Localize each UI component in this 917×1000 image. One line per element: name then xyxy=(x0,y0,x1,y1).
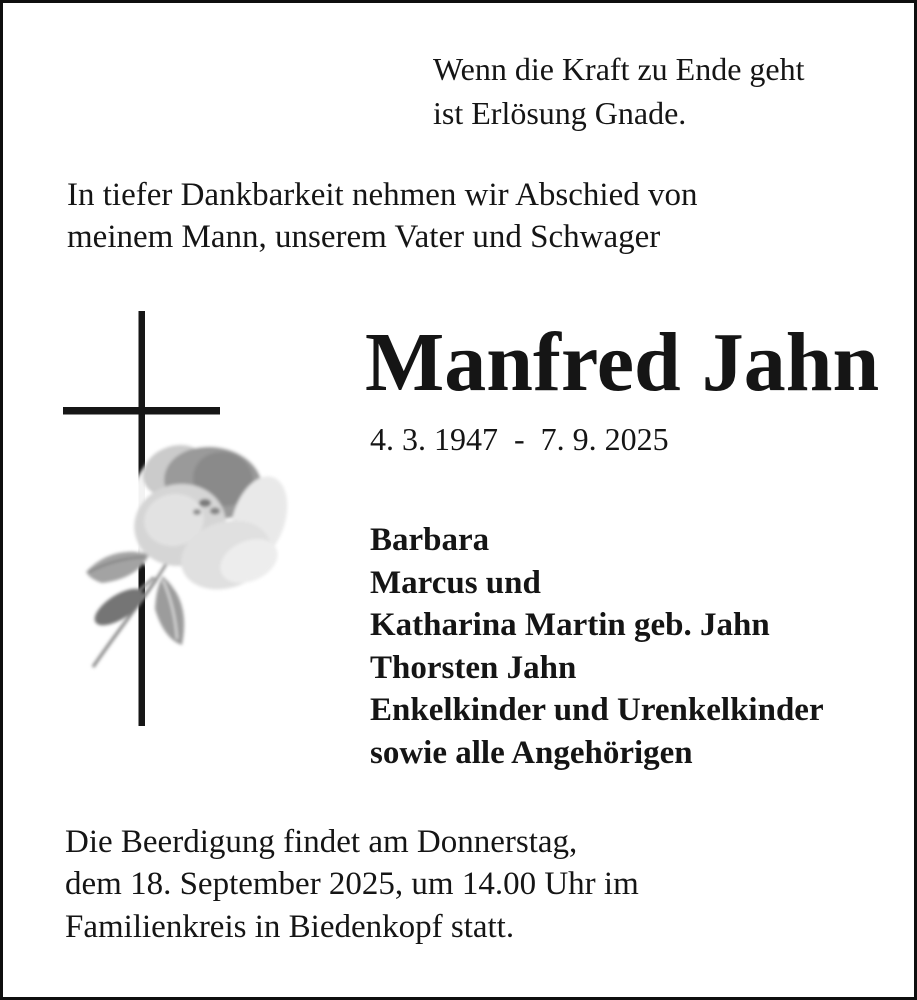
memorial-quote xyxy=(433,47,805,135)
mourners-list xyxy=(370,519,824,774)
funeral-line-3: Familienkreis in Biedenkopf statt. xyxy=(65,908,515,945)
mourner-line-4: Thorsten Jahn xyxy=(370,649,577,686)
intro-line-2: meinem Mann, unserem Vater und Schwager xyxy=(67,219,661,255)
life-dates: 4. 3. 1947 - 7. 9. 2025 xyxy=(370,421,669,457)
mourner-line-3: Katharina Martin geb. Jahn xyxy=(370,607,770,643)
deceased-name: Manfred Jahn xyxy=(365,316,880,409)
intro-line-1: In tiefer Dankbarkeit nehmen wir Abschied von xyxy=(67,177,698,213)
funeral-line-2: dem 18. September 2025, um 14.00 Uhr im xyxy=(65,866,639,903)
intro-text xyxy=(67,174,697,258)
funeral-line-1: Die Beerdigung findet am Donnerstag, xyxy=(65,824,578,860)
mourner-line-6: sowie alle Angehörigen xyxy=(370,734,693,771)
quote-line-1: Wenn die Kraft zu Ende geht xyxy=(433,51,805,87)
mourner-line-2: Marcus und xyxy=(370,564,541,601)
funeral-details xyxy=(65,821,639,948)
mourner-line-5: Enkelkinder und Urenkelkinder xyxy=(370,692,824,728)
quote-line-2: ist Erlösung Gnade. xyxy=(433,95,687,131)
flower-icon xyxy=(86,435,297,667)
cross-flower-illustration xyxy=(53,293,303,743)
mourner-line-1: Barbara xyxy=(370,522,490,558)
